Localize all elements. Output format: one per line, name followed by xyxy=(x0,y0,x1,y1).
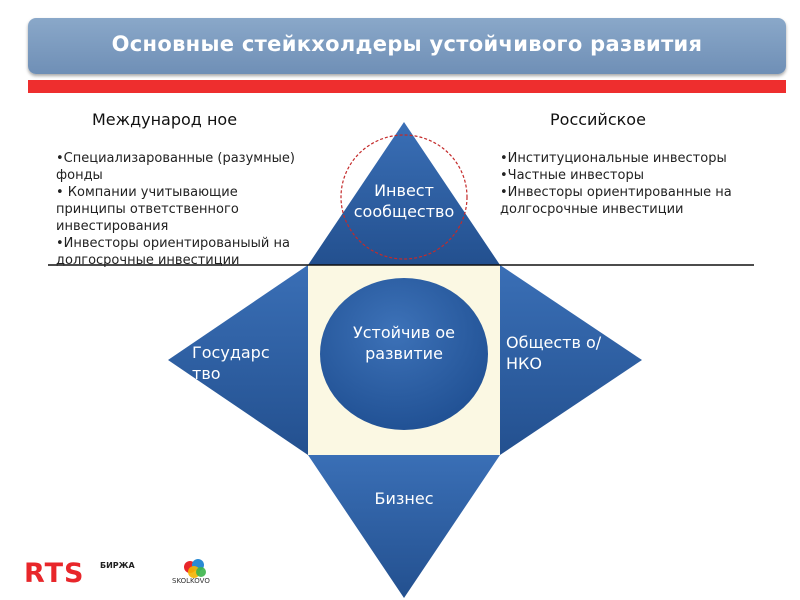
right-bullet-1: •Институциональные инвесторы xyxy=(500,151,727,166)
left-column-header: Международ ное xyxy=(92,110,238,129)
birzha-logo-text: БИРЖА xyxy=(100,561,135,570)
right-bullet-3: •Инвесторы ориентированные на долгосрочные инвестиции xyxy=(500,185,732,217)
bottom-triangle xyxy=(308,455,500,598)
right-label: Обществ о/НКО xyxy=(506,333,602,373)
right-bullet-2: •Частные инвесторы xyxy=(500,168,644,183)
skolkovo-logo xyxy=(170,555,222,595)
rts-logo: RTS xyxy=(24,558,85,589)
slide-title: Основные стейкхолдеры устойчивого развития xyxy=(111,32,703,56)
left-bullet-list xyxy=(56,150,311,269)
top-label: Инвест сообщество xyxy=(353,181,455,221)
left-bullet-2: • Компании учитывающие принципы ответственного инвестирования xyxy=(56,185,239,234)
left-bullet-3: •Инвесторы ориентированыый на долгосрочные инвестиции xyxy=(56,236,290,268)
center-label: Устойчив ое развитие xyxy=(352,323,456,363)
left-label: Государс тво xyxy=(192,343,270,383)
left-bullet-1: •Специализарованные (разумные) фонды xyxy=(56,151,295,183)
right-column-header: Российское xyxy=(550,110,646,129)
right-bullet-list xyxy=(500,150,762,218)
skolkovo-logo-text: SKOLKOVO xyxy=(172,577,210,585)
bottom-label: Бизнес xyxy=(374,489,434,508)
